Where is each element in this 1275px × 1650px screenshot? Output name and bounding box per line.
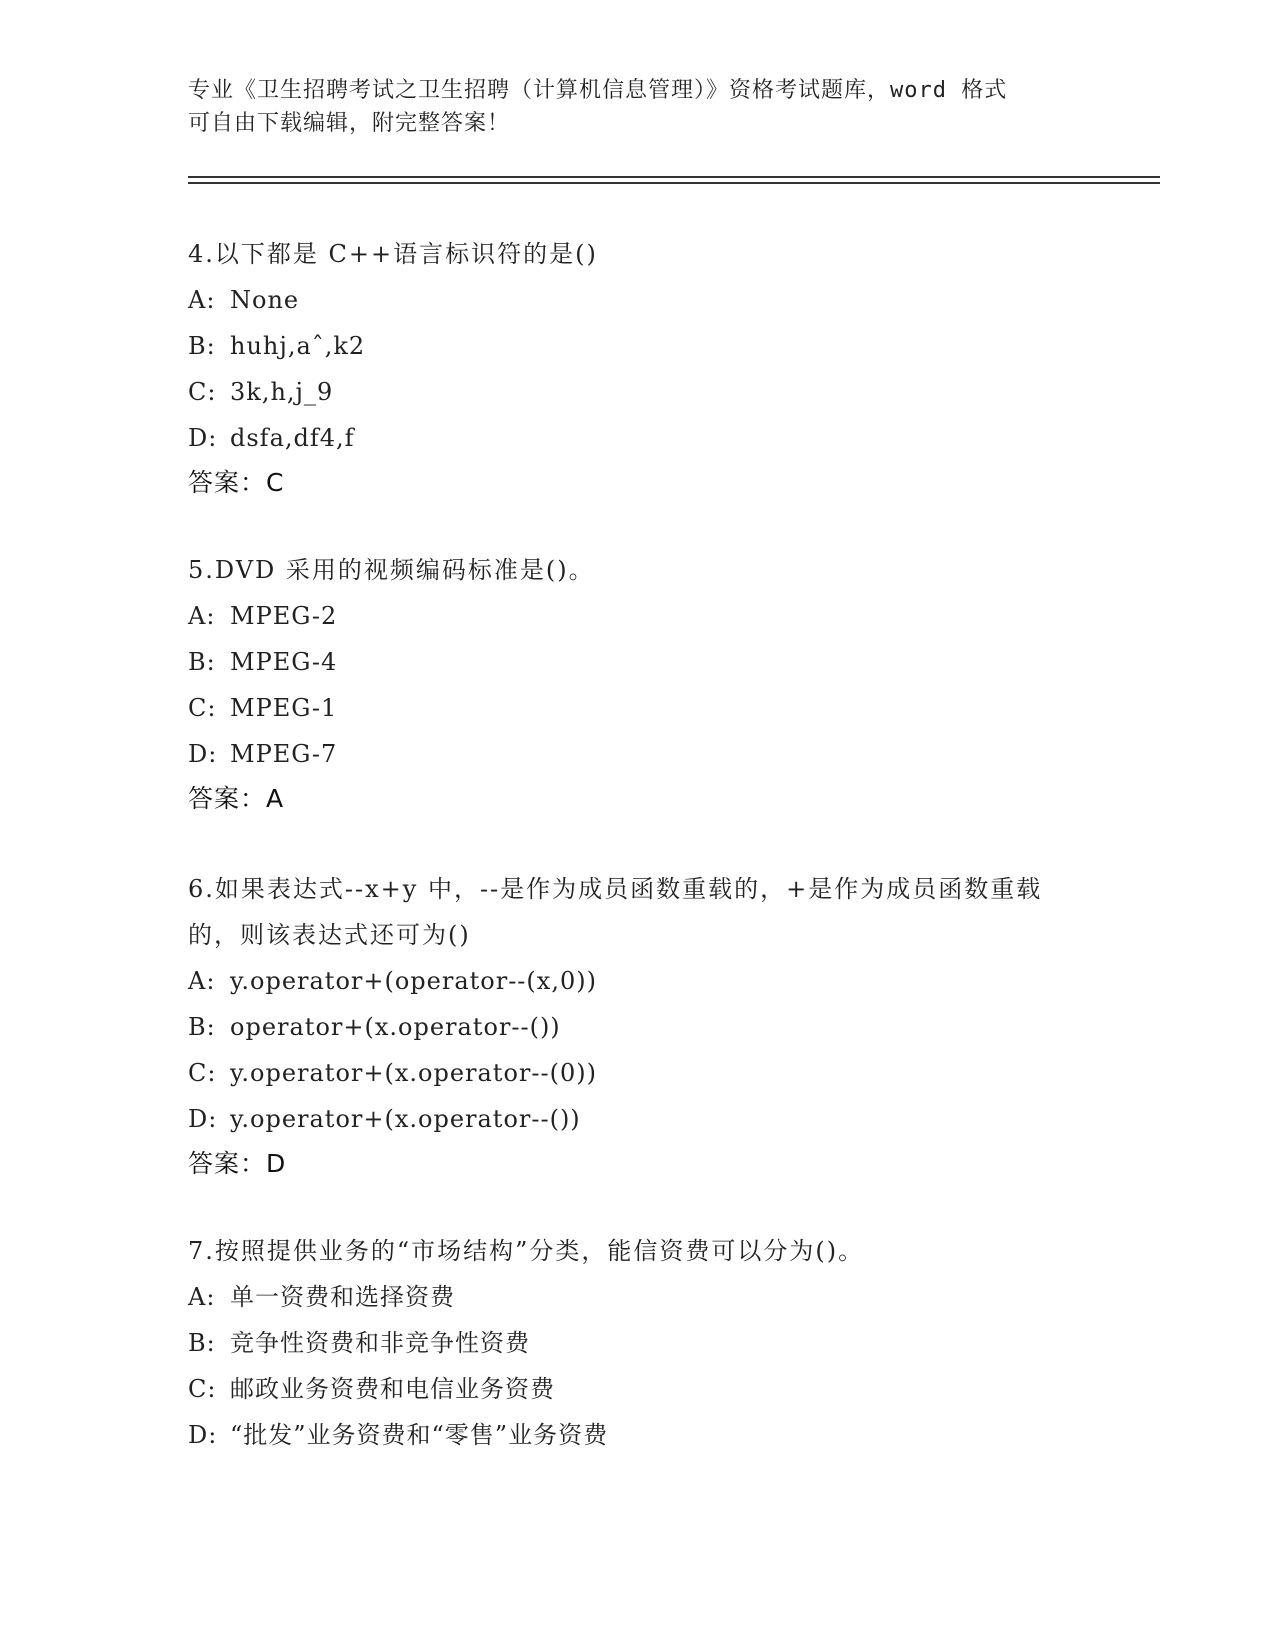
option-text: 单一资费和选择资费 (230, 1283, 455, 1311)
header-line-2: 可自由下载编辑，附完整答案！ (188, 111, 511, 136)
option-c (188, 369, 1088, 415)
question-stem: 4.以下都是 C++语言标识符的是() (188, 240, 598, 268)
question-stem: 7.按照提供业务的“市场结构”分类，能信资费可以分为()。 (188, 1237, 865, 1265)
option-key: B: (188, 332, 216, 360)
option-key: C: (188, 1375, 217, 1403)
question-6 (188, 866, 1068, 1186)
answer-label: 答案：D (188, 1149, 287, 1178)
option-text: MPEG-1 (230, 694, 338, 722)
option-d (188, 1412, 1088, 1458)
option-key: C: (188, 1059, 217, 1087)
question-stem: 6.如果表达式--x+y 中，--是作为成员函数重载的，+是作为成员函数重载的，则该表达式还可为() (188, 875, 1043, 949)
option-b (188, 1320, 1088, 1366)
option-key: C: (188, 378, 217, 406)
option-text: y.operator+(x.operator--()) (230, 1105, 581, 1133)
option-b (188, 323, 1088, 369)
option-key: A: (188, 602, 216, 630)
option-d (188, 415, 1088, 461)
document-header (188, 74, 1068, 140)
option-c (188, 1050, 1068, 1096)
option-text: dsfa,df4,f (230, 424, 355, 452)
header-line-1: 专业《卫生招聘考试之卫生招聘（计算机信息管理）》资格考试题库，word 格式 (188, 78, 1008, 103)
option-key: A: (188, 286, 216, 314)
option-key: D: (188, 740, 218, 768)
option-a (188, 593, 1088, 639)
option-d (188, 731, 1088, 777)
option-c (188, 1366, 1088, 1412)
option-key: A: (188, 1283, 216, 1311)
option-text: MPEG-7 (230, 740, 338, 768)
option-text: huhj,aˆ,k2 (230, 332, 366, 360)
option-c (188, 685, 1088, 731)
option-key: B: (188, 1013, 216, 1041)
option-key: B: (188, 1329, 216, 1357)
answer-label: 答案：A (188, 784, 285, 813)
header-divider-bottom (188, 182, 1160, 184)
question-7 (188, 1228, 1088, 1458)
option-b (188, 639, 1088, 685)
question-4 (188, 231, 1088, 505)
answer-label: 答案：C (188, 468, 285, 497)
option-text: 邮政业务资费和电信业务资费 (230, 1375, 555, 1403)
option-a (188, 958, 1068, 1004)
question-5 (188, 547, 1088, 821)
question-stem: 5.DVD 采用的视频编码标准是()。 (188, 556, 595, 584)
option-d (188, 1096, 1068, 1142)
option-key: D: (188, 424, 218, 452)
option-key: D: (188, 1421, 218, 1449)
option-text: y.operator+(operator--(x,0)) (230, 967, 597, 995)
option-key: A: (188, 967, 216, 995)
option-a (188, 1274, 1088, 1320)
option-text: MPEG-4 (230, 648, 338, 676)
option-text: 3k,h,j_9 (230, 378, 334, 406)
header-divider-top (188, 176, 1160, 178)
option-text: MPEG-2 (230, 602, 338, 630)
option-key: C: (188, 694, 217, 722)
option-text: “批发”业务资费和“零售”业务资费 (230, 1421, 609, 1449)
option-key: D: (188, 1105, 218, 1133)
option-key: B: (188, 648, 216, 676)
option-text: operator+(x.operator--()) (230, 1013, 561, 1041)
option-text: None (230, 286, 300, 314)
option-b (188, 1004, 1068, 1050)
option-a (188, 277, 1088, 323)
option-text: y.operator+(x.operator--(0)) (230, 1059, 597, 1087)
option-text: 竞争性资费和非竞争性资费 (230, 1329, 530, 1357)
